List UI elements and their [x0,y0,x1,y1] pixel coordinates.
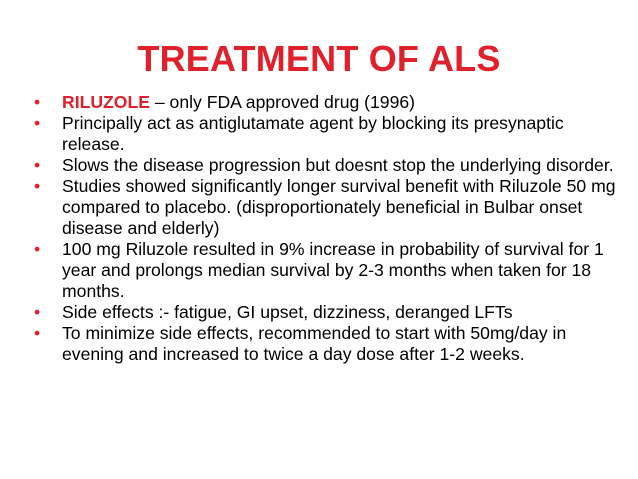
bullet-dot-icon: • [34,302,41,322]
bullet-text: 100 mg Riluzole resulted in 9% increase in probability of survival for 1 year and prolongs median survival by 2-3 months when taken for 18 months. [62,239,604,301]
bullet-item [34,239,630,302]
bullet-item [34,92,630,113]
bullet-item [34,302,630,323]
slide-title: TREATMENT OF ALS [137,38,501,79]
drug-name-highlight: RILUZOLE [62,92,150,112]
bullet-text: – only FDA approved drug (1996) [149,92,416,112]
bullet-text: Studies showed significantly longer survival benefit with Riluzole 50 mg compared to placebo. (disproportionately beneficial in Bulbar onset disease and elderly) [62,176,616,238]
bullet-text: Principally act as antiglutamate agent by blocking its presynaptic release. [62,113,564,154]
bullet-item [34,113,630,155]
bullet-dot-icon: • [34,113,41,133]
bullet-item [34,323,630,365]
bullet-dot-icon: • [34,323,41,343]
bullet-text: To minimize side effects, recommended to start with 50mg/day in evening and increased to twice a day dose after 1-2 weeks. [62,323,567,364]
bullet-item [34,176,630,239]
bullet-dot-icon: • [34,176,41,196]
bullet-dot-icon: • [34,239,41,259]
bullet-dot-icon: • [34,92,41,112]
bullet-item [34,155,630,176]
bullet-text: Slows the disease progression but doesnt stop the underlying disorder. [62,155,614,175]
bullet-dot-icon: • [34,155,41,175]
bullet-text: Side effects :- fatigue, GI upset, dizziness, deranged LFTs [62,302,513,322]
bullet-list [34,92,630,365]
